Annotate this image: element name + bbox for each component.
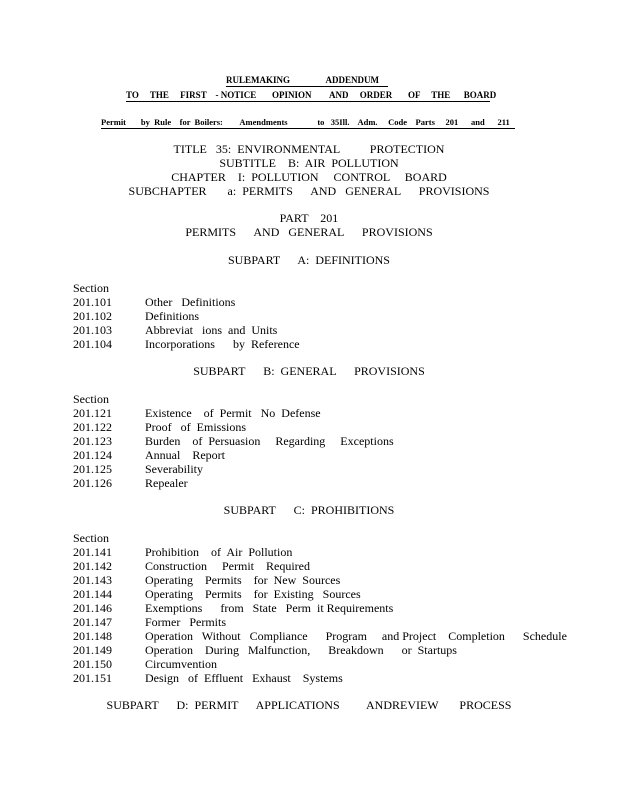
section-title: Exemptions from State Perm it Requirements <box>145 601 394 615</box>
subpart-c-heading: SUBPART C: PROHIBITIONS <box>223 503 395 517</box>
part-name: PERMITS AND GENERAL PROVISIONS <box>185 225 433 239</box>
section-title: Construction Permit Required <box>145 559 310 573</box>
section-title: Burden of Persuasion Regarding Exceptions <box>145 434 394 448</box>
header-rule-3 <box>101 128 515 129</box>
section-title: Existence of Permit No Defense <box>145 406 321 420</box>
header-rule-1 <box>226 86 388 87</box>
section-number: 201.142 <box>73 559 112 573</box>
section-number: 201.148 <box>73 629 112 643</box>
section-number: 201.123 <box>73 434 112 448</box>
section-title: Operation Without Compliance Program and Project Completion Schedule <box>145 629 567 643</box>
section-number: 201.102 <box>73 309 112 323</box>
section-number: 201.122 <box>73 420 112 434</box>
section-title: Prohibition of Air Pollution <box>145 545 293 559</box>
section-title: Circumvention <box>145 657 217 671</box>
subpart-a-heading: SUBPART A: DEFINITIONS <box>228 253 390 267</box>
section-number: 201.103 <box>73 323 112 337</box>
section-number: 201.126 <box>73 476 112 490</box>
section-number: 201.104 <box>73 337 112 351</box>
section-label: Section <box>73 392 109 406</box>
chapter-heading: CHAPTER I: POLLUTION CONTROL BOARD <box>171 170 447 184</box>
header-line-2: TO THE FIRST - NOTICE OPINION AND ORDER OF THE BOARD <box>126 90 497 100</box>
subpart-d-heading: SUBPART D: PERMIT APPLICATIONS ANDREVIEW PROCESS <box>106 698 512 712</box>
section-number: 201.121 <box>73 406 112 420</box>
section-number: 201.151 <box>73 671 112 685</box>
section-title: Operating Permits for New Sources <box>145 573 341 587</box>
section-label: Section <box>73 531 109 545</box>
section-title: Proof of Emissions <box>145 420 247 434</box>
section-label: Section <box>73 281 109 295</box>
section-title: Incorporations by Reference <box>145 337 300 351</box>
section-title: Operating Permits for Existing Sources <box>145 587 361 601</box>
part-number: PART 201 <box>279 211 339 225</box>
section-title: Annual Report <box>145 448 225 462</box>
subpart-b-heading: SUBPART B: GENERAL PROVISIONS <box>193 364 425 378</box>
section-title: Repealer <box>145 476 188 490</box>
subtitle-heading: SUBTITLE B: AIR POLLUTION <box>219 156 399 170</box>
section-number: 201.124 <box>73 448 112 462</box>
section-title: Operation During Malfunction, Breakdown or Startups <box>145 643 457 657</box>
section-title: Severability <box>145 462 203 476</box>
section-number: 201.143 <box>73 573 112 587</box>
section-number: 201.146 <box>73 601 112 615</box>
section-number: 201.141 <box>73 545 112 559</box>
section-title: Design of Effluent Exhaust Systems <box>145 671 343 685</box>
header-line-1: RULEMAKING ADDENDUM <box>226 75 379 85</box>
header-line-3: Permit by Rule for Boilers: Amendments to 35Ill. Adm. Code Parts 201 and 211 <box>101 117 510 127</box>
section-number: 201.144 <box>73 587 112 601</box>
section-title: Abbreviat ions and Units <box>145 323 278 337</box>
section-number: 201.101 <box>73 295 112 309</box>
section-number: 201.150 <box>73 657 112 671</box>
header-rule-2 <box>126 101 490 102</box>
section-number: 201.125 <box>73 462 112 476</box>
section-title: Former Permits <box>145 615 226 629</box>
section-title: Other Definitions <box>145 295 236 309</box>
subchapter-heading: SUBCHAPTER a: PERMITS AND GENERAL PROVISIONS <box>128 184 490 198</box>
section-number: 201.149 <box>73 643 112 657</box>
section-number: 201.147 <box>73 615 112 629</box>
section-title: Definitions <box>145 309 199 323</box>
title-heading: TITLE 35: ENVIRONMENTAL PROTECTION <box>173 142 445 156</box>
